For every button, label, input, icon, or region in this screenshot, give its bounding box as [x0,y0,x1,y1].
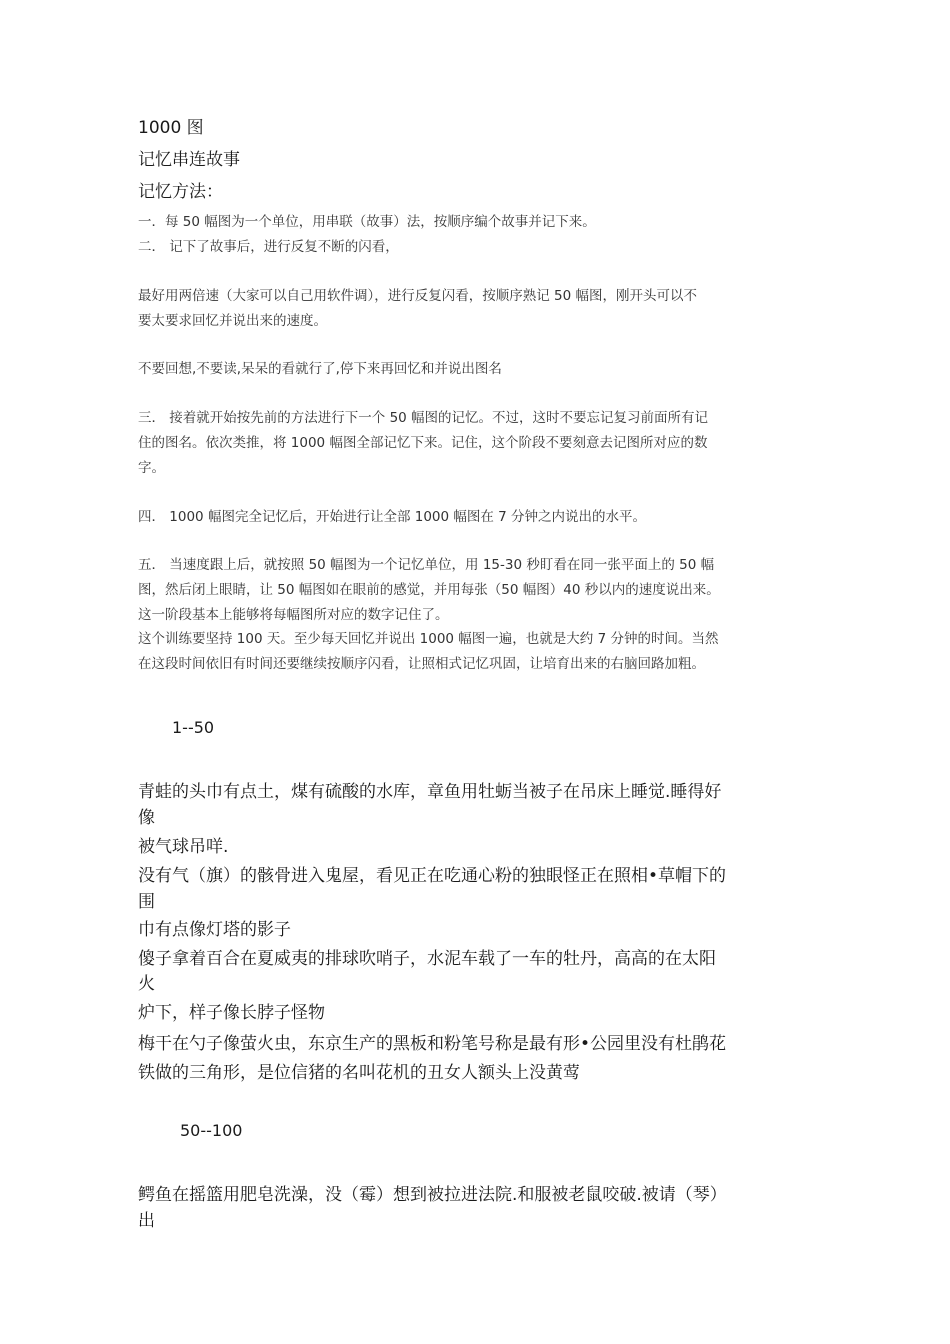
document-title: 1000 图 [138,118,204,138]
section-heading: 1--50 [172,718,215,737]
instruction-line: 字。 [138,460,165,476]
instruction-line: 三． 接着就开始按先前的方法进行下一个 50 幅图的记忆。不过，这时不要忘记复习前面所有记 [138,410,709,426]
story-line: 梅干在勺子像萤火虫，东京生产的黑板和粉笔号称是最有形•公园里没有杜鹃花 [138,1034,727,1054]
instruction-line: 最好用两倍速（大家可以自己用软件调），进行反复闪看，按顺序熟记 50 幅图，刚开头可以不 [138,288,698,304]
story-line: 被气球吊咩. [138,837,229,857]
story-line: 青蛙的头巾有点土，煤有硫酸的水库，章鱼用牡蛎当被子在吊床上睡觉.睡得好 [138,782,722,802]
instruction-line: 这个训练要坚持 100 天。至少每天回忆并说出 1000 幅图一遍，也就是大约 7 分钟的时间。当然 [138,631,719,647]
instruction-line: 一．每 50 幅图为一个单位，用串联（故事）法，按顺序编个故事并记下来。 [138,214,596,230]
instruction-line: 五． 当速度跟上后，就按照 50 幅图为一个记忆单位，用 15-30 秒盯看在同一张平面上的 50 幅 [138,557,715,573]
instruction-line: 在这段时间依旧有时间还要继续按顺序闪看，让照相式记忆巩固，让培育出来的右脑回路加粗。 [138,656,705,672]
story-line: 巾有点像灯塔的影子 [138,920,291,940]
story-line: 火 [138,974,155,994]
document-subtitle: 记忆串连故事 [138,150,240,170]
section-heading: 50--100 [180,1121,243,1140]
instruction-line: 二． 记下了故事后，进行反复不断的闪看， [138,239,399,255]
instruction-line: 这一阶段基本上能够将每幅图所对应的数字记住了。 [138,607,449,623]
instruction-line: 住的图名。依次类推，将 1000 幅图全部记忆下来。记住，这个阶段不要刻意去记图所对应的数 [138,435,708,451]
story-line: 出 [138,1211,155,1231]
story-line: 鳄鱼在摇篮用肥皂洗澡，没（霉）想到被拉进法院.和服被老鼠咬破.被请（琴） [138,1185,727,1205]
story-line: 像 [138,808,155,828]
instruction-line: 图，然后闭上眼睛，让 50 幅图如在眼前的感觉，并用每张（50 幅图）40 秒以内的速度说出来。 [138,582,720,598]
story-line: 炉下，样子像长脖子怪物 [138,1003,325,1023]
instruction-line: 不要回想,不要读,呆呆的看就行了,停下来再回忆和并说出图名 [138,361,502,377]
story-line: 围 [138,892,155,912]
story-line: 铁做的三角形，是位信猪的名叫花机的丑女人额头上没黄莺 [138,1063,580,1083]
method-label: 记忆方法： [138,182,223,202]
story-line: 没有气（旗）的骸骨进入鬼屋，看见正在吃通心粉的独眼怪正在照相•草帽下的 [138,866,727,886]
instruction-line: 四． 1000 幅图完全记忆后，开始进行让全部 1000 幅图在 7 分钟之内说出的水平。 [138,509,647,525]
instruction-line: 要太要求回忆并说出来的速度。 [138,313,327,329]
story-line: 傻子拿着百合在夏威夷的排球吹哨子，水泥车载了一车的牡丹，高高的在太阳 [138,949,716,969]
